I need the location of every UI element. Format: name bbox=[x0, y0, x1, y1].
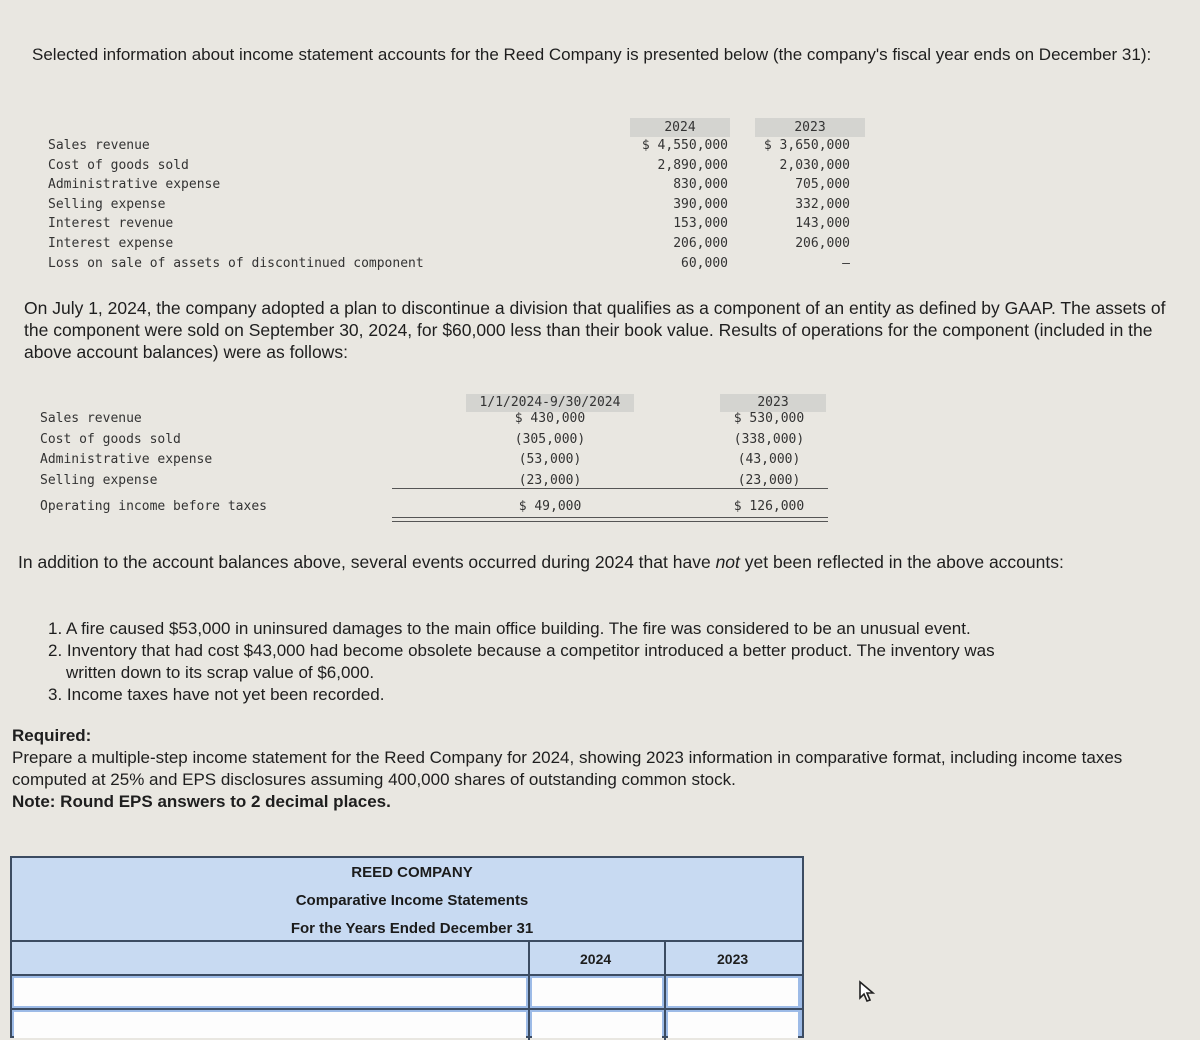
header-period-2024: 1/1/2024-9/30/2024 bbox=[466, 394, 634, 412]
event-1: 1. A fire caused $53,000 in uninsured damages to the main office building. The fire was considered to be an unusual event. bbox=[48, 619, 971, 638]
account-value-2024: 2,890,000 bbox=[657, 157, 728, 173]
component-value-2024: $ 430,000 bbox=[514, 411, 586, 426]
event-2-continued: written down to its scrap value of $6,000. bbox=[66, 663, 375, 682]
double-rule-top bbox=[392, 517, 828, 518]
account-value-2024: 60,000 bbox=[681, 255, 728, 271]
account-value-2024: 206,000 bbox=[673, 235, 728, 251]
income-statement-form bbox=[10, 856, 804, 1038]
mouse-pointer-icon bbox=[858, 980, 878, 1009]
account-value-2024: 830,000 bbox=[673, 177, 728, 193]
row2-2024-input[interactable] bbox=[532, 1012, 662, 1038]
grid-line bbox=[528, 940, 530, 1040]
component-value-2024: (53,000) bbox=[518, 452, 582, 467]
event-2: 2. Inventory that had cost $43,000 had become obsolete because a competitor introduced a better product. The inventory was bbox=[48, 641, 995, 660]
component-total-2023: $ 126,000 bbox=[733, 499, 805, 514]
account-label: Sales revenue bbox=[48, 138, 150, 153]
component-results-table bbox=[34, 394, 834, 524]
note-text: Note: Round EPS answers to 2 decimal places. bbox=[12, 792, 391, 811]
component-value-2023: $ 530,000 bbox=[733, 411, 805, 426]
intro-text: Selected information about income statement accounts for the Reed Company is presented below (the company's fiscal year ends on December 31): bbox=[32, 45, 1152, 64]
component-value-2023: (338,000) bbox=[733, 431, 805, 447]
grid-line bbox=[12, 974, 802, 976]
company-name: REED COMPANY bbox=[351, 864, 473, 881]
events-list bbox=[48, 618, 1168, 706]
account-value-2023: 143,000 bbox=[795, 216, 850, 232]
statement-period: For the Years Ended December 31 bbox=[290, 920, 534, 937]
account-value-2024: 153,000 bbox=[673, 216, 728, 232]
component-label: Sales revenue bbox=[40, 411, 142, 426]
account-label: Cost of goods sold bbox=[48, 157, 189, 173]
component-label: Selling expense bbox=[40, 472, 158, 488]
account-label: Administrative expense bbox=[48, 177, 221, 193]
component-value-2024: (23,000) bbox=[518, 472, 582, 488]
row1-label-input[interactable] bbox=[14, 978, 526, 1006]
row2-2023-input[interactable] bbox=[668, 1012, 798, 1038]
required-text: Prepare a multiple-step income statement for the Reed Company for 2024, showing 2023 information in comparative format, including income taxes computed at 25% and EPS disclosures assuming 400,000 shares of outstanding common stock. bbox=[12, 748, 1123, 789]
required-section bbox=[12, 725, 1197, 813]
header-2023: 2023 bbox=[755, 118, 865, 137]
header-2024: 2024 bbox=[630, 118, 730, 137]
component-total-label: Operating income before taxes bbox=[40, 499, 267, 514]
event-3: 3. Income taxes have not yet been recorded. bbox=[48, 685, 385, 704]
account-value-2024: 390,000 bbox=[673, 196, 728, 212]
account-value-2023: 2,030,000 bbox=[779, 157, 850, 173]
account-label: Interest expense bbox=[48, 235, 174, 251]
header-period-2023: 2023 bbox=[720, 394, 826, 412]
required-label: Required: bbox=[12, 726, 92, 745]
discontinued-paragraph: On July 1, 2024, the company adopted a plan to discontinue a division that qualifies as a component of an entity as defined by GAAP. The assets of the component were sold on September 30, 2024, for $60,000 less than their book value. Results of operations for the component (included in the above account balances) were as follows: bbox=[24, 298, 1166, 362]
label-column-header bbox=[12, 940, 530, 974]
component-value-2024: (305,000) bbox=[514, 431, 586, 447]
grid-line bbox=[12, 1008, 802, 1010]
account-value-2023: 206,000 bbox=[795, 235, 850, 251]
double-rule-bottom bbox=[392, 521, 828, 522]
component-value-2023: (43,000) bbox=[737, 452, 801, 467]
statement-name: Comparative Income Statements bbox=[295, 892, 529, 909]
account-label: Loss on sale of assets of discontinued component bbox=[48, 255, 424, 271]
component-total-2024: $ 49,000 bbox=[518, 499, 582, 514]
account-label: Selling expense bbox=[48, 196, 166, 212]
row1-2024-input[interactable] bbox=[532, 978, 662, 1006]
account-label: Interest revenue bbox=[48, 216, 174, 232]
subtotal-rule bbox=[392, 488, 828, 489]
account-value-2024: $ 4,550,000 bbox=[641, 138, 728, 153]
column-header-2024: 2024 bbox=[530, 940, 666, 974]
column-header-2023: 2023 bbox=[666, 940, 802, 974]
component-value-2023: (23,000) bbox=[737, 472, 801, 488]
grid-line bbox=[664, 940, 666, 1040]
account-value-2023: $ 3,650,000 bbox=[763, 138, 850, 153]
account-value-2023: – bbox=[842, 255, 850, 271]
component-label: Administrative expense bbox=[40, 452, 213, 467]
row2-label-input[interactable] bbox=[14, 1012, 526, 1038]
account-value-2023: 705,000 bbox=[795, 177, 850, 193]
row1-2023-input[interactable] bbox=[668, 978, 798, 1006]
account-value-2023: 332,000 bbox=[795, 196, 850, 212]
component-label: Cost of goods sold bbox=[40, 431, 181, 447]
events-intro: In addition to the account balances above, several events occurred during 2024 that have not yet been reflected in the above accounts: bbox=[18, 552, 1064, 572]
accounts-table bbox=[40, 118, 870, 278]
